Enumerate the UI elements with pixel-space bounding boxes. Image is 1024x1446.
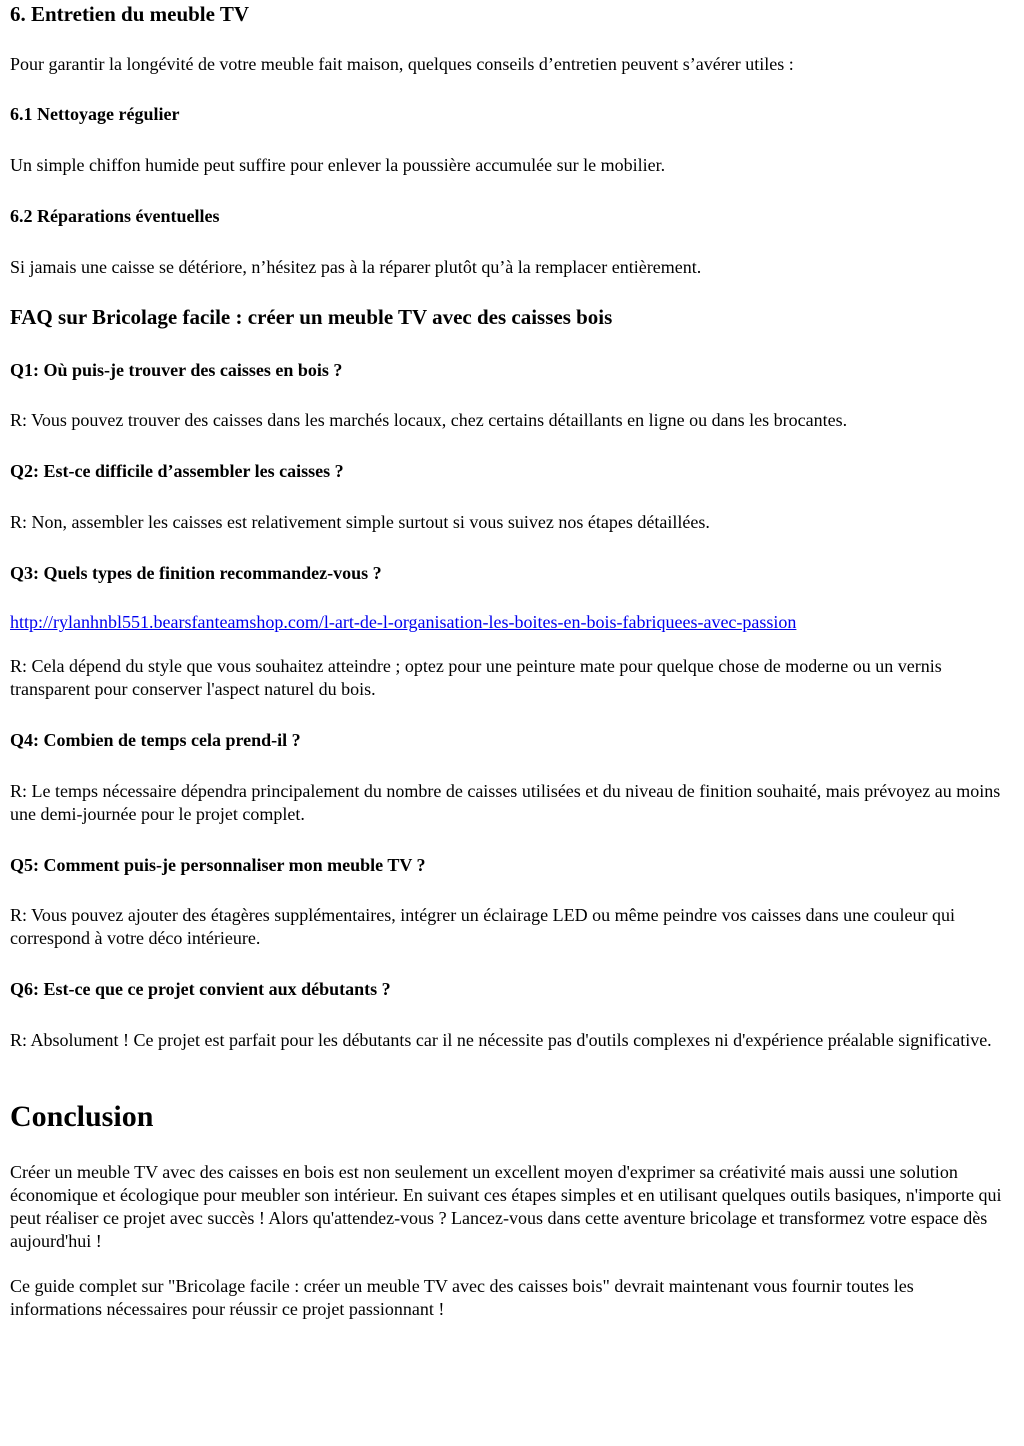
- faq-heading: FAQ sur Bricolage facile : créer un meuble TV avec des caisses bois: [10, 305, 613, 329]
- faq-answer-4: R: Le temps nécessaire dépendra principalement du nombre de caisses utilisées et du niveau de finition souhaité, mais prévoyez au moins une demi-journée pour le projet complet.: [10, 781, 1001, 824]
- section-6-2-heading: 6.2 Réparations éventuelles: [10, 206, 220, 226]
- section-6-heading: 6. Entretien du meuble TV: [10, 2, 249, 26]
- section-6-2-text: Si jamais une caisse se détériore, n’hésitez pas à la réparer plutôt qu’à la remplacer entièrement.: [10, 257, 702, 277]
- faq-answer-3: R: Cela dépend du style que vous souhaitez atteindre ; optez pour une peinture mate pour quelque chose de moderne ou un vernis transparent pour conserver l'aspect naturel du bois.: [10, 656, 942, 699]
- faq-question-4: Q4: Combien de temps cela prend-il ?: [10, 730, 301, 750]
- faq-answer-5: R: Vous pouvez ajouter des étagères supplémentaires, intégrer un éclairage LED ou même peindre vos caisses dans une couleur qui correspond à votre déco intérieure.: [10, 905, 956, 948]
- conclusion-paragraph-1: Créer un meuble TV avec des caisses en bois est non seulement un excellent moyen d'exprimer sa créativité mais aussi une solution économique et écologique pour meubler son intérieur. En suivant ces étapes simples et en utilisant quelques outils basiques, n'importe qui peut réaliser ce projet avec succès ! Alors qu'attendez-vous ? Lancez-vous dans cette aventure bricolage et transformez votre espace dès aujourd'hui !: [10, 1162, 1002, 1251]
- faq-question-3: Q3: Quels types de finition recommandez-vous ?: [10, 563, 382, 583]
- external-link[interactable]: http://rylanhnbl551.bearsfanteamshop.com/l-art-de-l-organisation-les-boites-en-bois-fabriquees-avec-passion: [10, 612, 797, 632]
- conclusion-paragraph-2: Ce guide complet sur "Bricolage facile : créer un meuble TV avec des caisses bois" devrait maintenant vous fournir toutes les informations nécessaires pour réussir ce projet passionnant !: [10, 1276, 914, 1319]
- conclusion-heading: Conclusion: [10, 1100, 154, 1133]
- faq-question-6: Q6: Est-ce que ce projet convient aux débutants ?: [10, 979, 391, 999]
- faq-link-row: [10, 611, 1010, 634]
- faq-question-2: Q2: Est-ce difficile d’assembler les caisses ?: [10, 461, 344, 481]
- faq-answer-2: R: Non, assembler les caisses est relativement simple surtout si vous suivez nos étapes détaillées.: [10, 512, 710, 532]
- section-6-1-heading: 6.1 Nettoyage régulier: [10, 104, 180, 124]
- faq-answer-6: R: Absolument ! Ce projet est parfait pour les débutants car il ne nécessite pas d'outils complexes ni d'expérience préalable significative.: [10, 1030, 992, 1050]
- faq-question-1: Q1: Où puis-je trouver des caisses en bois ?: [10, 360, 343, 380]
- faq-question-5: Q5: Comment puis-je personnaliser mon meuble TV ?: [10, 855, 426, 875]
- section-6-intro: Pour garantir la longévité de votre meuble fait maison, quelques conseils d’entretien peuvent s’avérer utiles :: [10, 54, 794, 74]
- faq-answer-1: R: Vous pouvez trouver des caisses dans les marchés locaux, chez certains détaillants en ligne ou dans les brocantes.: [10, 410, 848, 430]
- section-6-1-text: Un simple chiffon humide peut suffire pour enlever la poussière accumulée sur le mobilier.: [10, 155, 666, 175]
